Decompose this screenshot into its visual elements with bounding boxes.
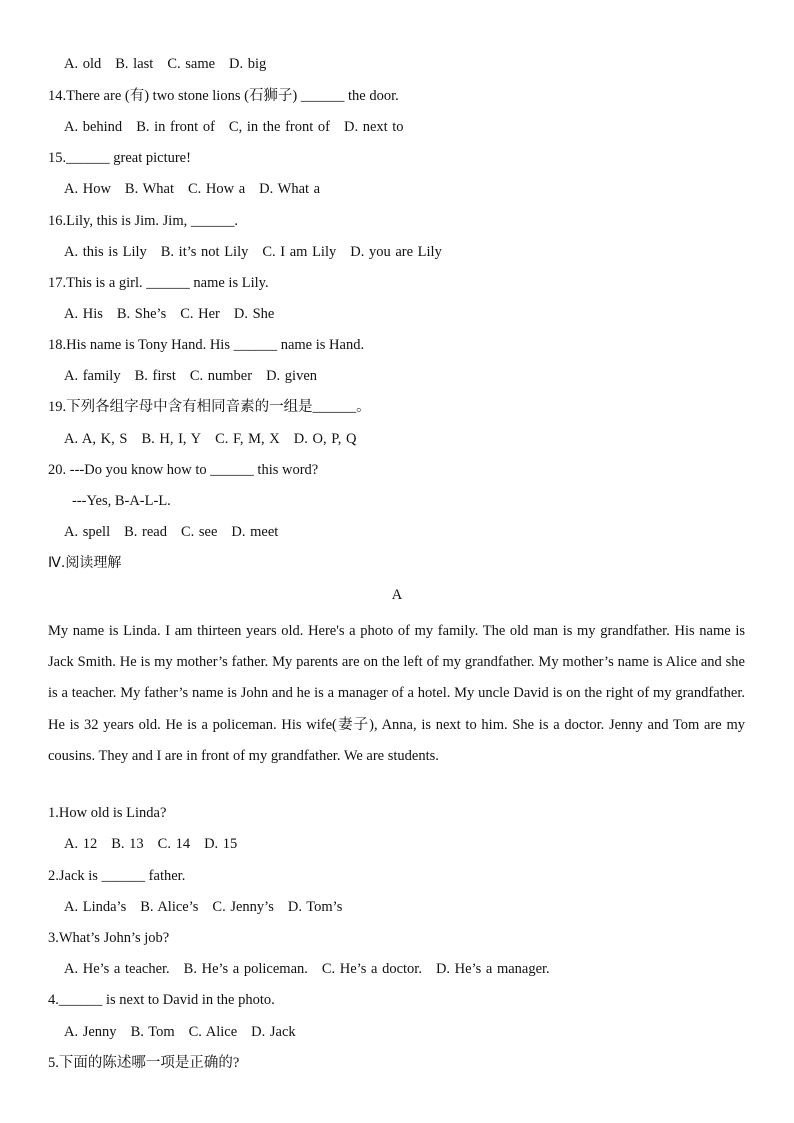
- q16-option-b: B. it’s not Lily: [160, 244, 249, 260]
- r2-options: [64, 897, 356, 917]
- r3-option-a: A. He’s a teacher.: [64, 961, 170, 977]
- q18-option-d: D. given: [266, 368, 318, 384]
- r4-options: [64, 1022, 310, 1042]
- q18-option-b: B. first: [134, 368, 176, 384]
- q19-stem: 19.下列各组字母中含有相同音素的一组是______。: [48, 399, 371, 415]
- r4-option-d: D. Jack: [251, 1024, 296, 1040]
- q15-option-a: A. How: [64, 181, 111, 197]
- r4-option-b: B. Tom: [130, 1024, 175, 1040]
- r3-option-c: C. He’s a doctor.: [321, 961, 422, 977]
- q15-options: [64, 179, 334, 199]
- r3-options: [64, 959, 564, 979]
- q18-options: [64, 366, 331, 386]
- q17-option-b: B. She’s: [116, 306, 167, 322]
- r2-option-d: D. Tom’s: [287, 899, 343, 915]
- q19-option-b: B. H, I, Y: [141, 431, 202, 447]
- q17-stem: 17.This is a girl. ______ name is Lily.: [48, 275, 269, 291]
- q19-option-c: C. F, M, X: [215, 431, 280, 447]
- q18-stem: 18.His name is Tony Hand. His ______ name is Hand.: [48, 337, 365, 353]
- q15-option-c: C. How a: [187, 181, 246, 197]
- r1-option-d: D. 15: [204, 836, 238, 852]
- r5-stem: 5.下面的陈述哪一项是正确的?: [48, 1055, 240, 1071]
- q14-option-a: A. behind: [64, 119, 123, 135]
- q16-option-d: D. you are Lily: [350, 244, 442, 260]
- q20-option-c: C. see: [180, 524, 218, 540]
- q13-option-b: B. last: [115, 56, 154, 72]
- q17-option-a: A. His: [64, 306, 103, 322]
- r1-option-a: A. 12: [64, 836, 98, 852]
- q20-option-a: A. spell: [64, 524, 111, 540]
- r4-option-a: A. Jenny: [64, 1024, 117, 1040]
- q14-option-c: C, in the front of: [228, 119, 330, 135]
- r2-stem: 2.Jack is ______ father.: [48, 868, 186, 884]
- r1-options: [64, 834, 251, 854]
- q17-option-d: D. She: [233, 306, 275, 322]
- q19-options: [64, 429, 370, 449]
- q20-stem: 20. ---Do you know how to ______ this word?: [48, 462, 319, 478]
- q20-option-d: D. meet: [231, 524, 279, 540]
- r3-option-b: B. He’s a policeman.: [183, 961, 308, 977]
- q15-option-b: B. What: [124, 181, 174, 197]
- r1-stem: 1.How old is Linda?: [48, 805, 167, 821]
- section-title: Ⅳ.阅读理解: [48, 555, 122, 571]
- q18-option-a: A. family: [64, 368, 121, 384]
- r3-stem: 3.What’s John’s job?: [48, 930, 170, 946]
- r2-option-b: B. Alice’s: [140, 899, 199, 915]
- q20-option-b: B. read: [124, 524, 167, 540]
- q19-option-d: D. O, P, Q: [293, 431, 357, 447]
- q15-option-d: D. What a: [259, 181, 321, 197]
- q20-options: [64, 522, 292, 542]
- q16-option-a: A. this is Lily: [64, 244, 147, 260]
- q19-option-a: A. A, K, S: [64, 431, 128, 447]
- r2-option-a: A. Linda’s: [64, 899, 127, 915]
- passage-label: A: [391, 587, 403, 603]
- q20-reply: ---Yes, B-A-L-L.: [72, 493, 171, 509]
- r3-option-d: D. He’s a manager.: [435, 961, 550, 977]
- r4-stem: 4.______ is next to David in the photo.: [48, 992, 275, 1008]
- q13-option-d: D. big: [229, 56, 267, 72]
- q14-option-d: D. next to: [343, 119, 404, 135]
- r1-option-c: C. 14: [157, 836, 191, 852]
- q17-options: [64, 304, 288, 324]
- reading-passage: My name is Linda. I am thirteen years old. Here's a photo of my family. The old man is my grandfather. His name is Jack Smith. He is my mother’s father. My parents are on the left of my grandfather. My mother’s name is Alice and she is a teacher. My father’s name is John and he is a manager of a hotel. My uncle David is on the right of my grandfather. He is 32 years old. He is a policeman. His wife(妻子), Anna, is next to him. She is a doctor. Jenny and Tom are my cousins. They and I are in front of my grandfather. We are students.: [48, 623, 745, 764]
- r1-option-b: B. 13: [111, 836, 144, 852]
- q13-option-a: A. old: [64, 56, 102, 72]
- q13-options: [64, 54, 280, 74]
- r4-option-c: C. Alice: [188, 1024, 238, 1040]
- q17-option-c: C. Her: [180, 306, 220, 322]
- q16-option-c: C. I am Lily: [262, 244, 337, 260]
- q15-stem: 15.______ great picture!: [48, 150, 191, 166]
- q18-option-c: C. number: [189, 368, 253, 384]
- q14-option-b: B. in front of: [136, 119, 215, 135]
- q14-stem: 14.There are (有) two stone lions (石狮子) ______ the door.: [48, 88, 399, 104]
- r2-option-c: C. Jenny’s: [212, 899, 274, 915]
- q13-option-c: C. same: [167, 56, 216, 72]
- q16-options: [64, 242, 456, 262]
- q16-stem: 16.Lily, this is Jim. Jim, ______.: [48, 213, 238, 229]
- q14-options: [64, 117, 418, 137]
